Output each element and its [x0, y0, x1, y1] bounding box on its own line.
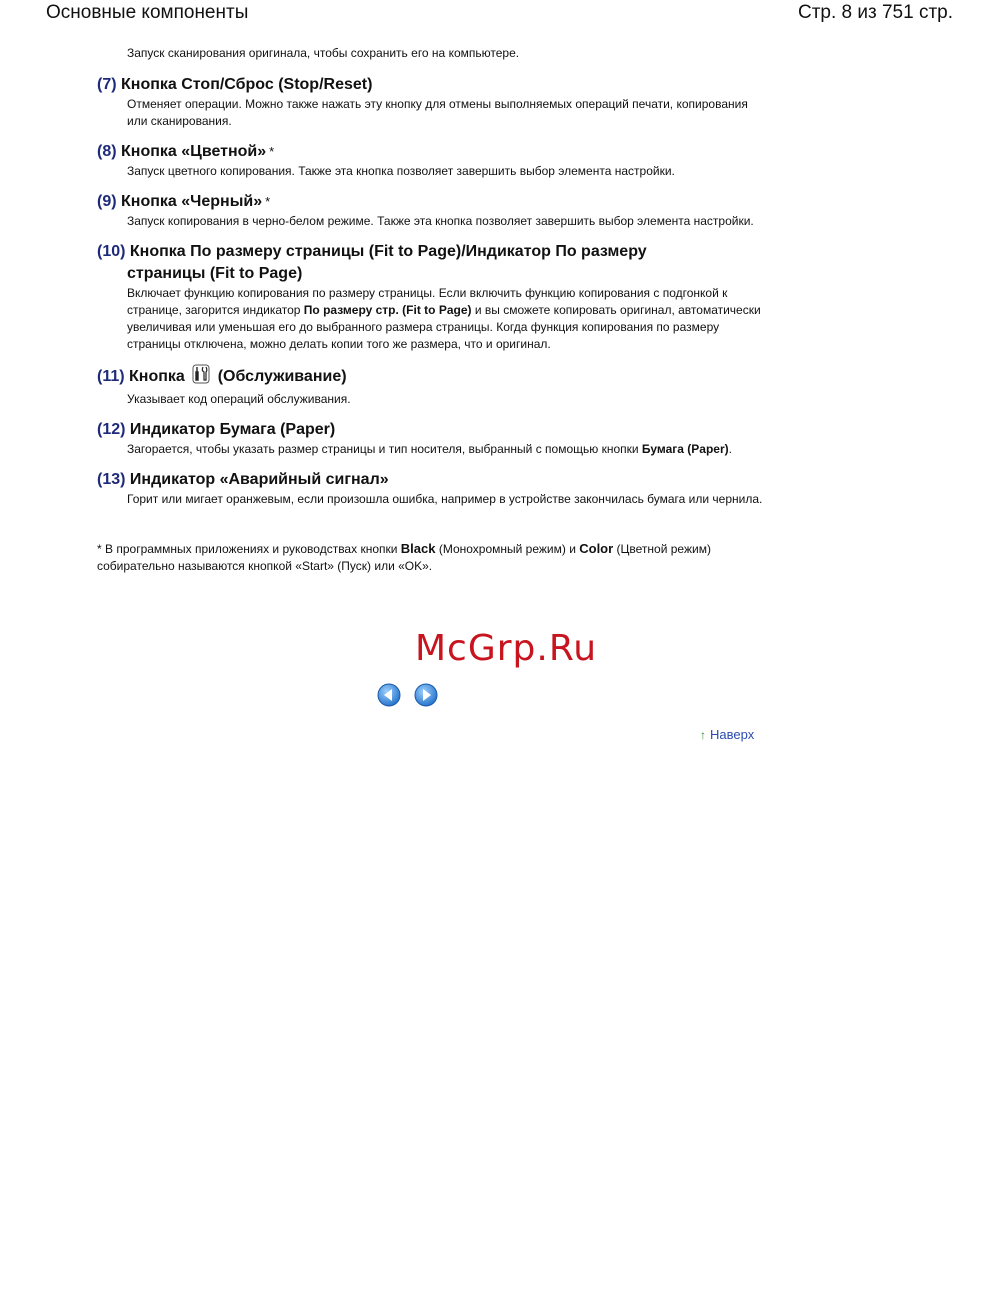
section-title: Индикатор Бумага (Paper)	[129, 421, 336, 438]
section-10	[97, 241, 767, 353]
section-body: Отменяет операции. Можно также нажать эту кнопку для отмены выполняемых операций печати, копирования или сканирования.	[127, 97, 748, 128]
body-text: .	[728, 442, 732, 456]
page-counter: Стр. 8 из 751 стр.	[797, 2, 953, 23]
section-number: (9)	[97, 193, 117, 210]
section-title: Кнопка	[129, 368, 185, 385]
section-title: Кнопка Стоп/Сброс (Stop/Reset)	[121, 76, 373, 93]
section-heading	[97, 419, 767, 441]
black-button-name: Black	[400, 541, 436, 556]
section-number: (7)	[97, 76, 117, 93]
section-heading	[97, 191, 767, 213]
footnote-marker: *	[265, 194, 271, 209]
section-body: Запуск копирования в черно-белом режиме. Также эта кнопка позволяет завершить выбор элемента настройки.	[127, 214, 754, 228]
body-text: Включает функцию копирования по размеру страницы. Если включить функцию копирования с подгонкой к странице, загорится индикатор	[127, 286, 728, 317]
section-title: Индикатор «Аварийный сигнал»	[129, 471, 389, 488]
indicator-name: По размеру стр. (Fit to Page)	[303, 303, 472, 317]
section-11	[97, 364, 767, 408]
section-title-continued: страницы (Fit to Page)	[127, 265, 303, 282]
body-text: Загорается, чтобы указать размер страницы и тип носителя, выбранный с помощью кнопки	[127, 442, 642, 456]
footnote	[97, 540, 767, 575]
section-8	[97, 141, 767, 180]
section-body: Указывает код операций обслуживания.	[127, 392, 351, 406]
section-body: Горит или мигает оранжевым, если произошла ошибка, например в устройстве закончилась бумага или чернила.	[127, 492, 763, 506]
section-heading	[97, 74, 767, 96]
watermark: McGrp.Ru	[414, 628, 598, 669]
arrow-up-icon: ↑	[700, 728, 706, 742]
section-12	[97, 419, 767, 458]
header-title: Основные компоненты	[46, 2, 249, 23]
footnote-text: * В программных приложениях и руководствах кнопки	[97, 542, 401, 556]
previous-page-button[interactable]	[377, 683, 401, 707]
next-page-button[interactable]	[414, 683, 438, 707]
section-title: (Обслуживание)	[217, 368, 347, 385]
color-button-name: Color	[579, 541, 614, 556]
section-number: (11)	[97, 368, 125, 385]
section-number: (10)	[97, 243, 126, 260]
footnote-text: (Монохромный режим) и	[435, 542, 580, 556]
section-number: (12)	[97, 421, 126, 438]
page-navigation	[377, 683, 447, 712]
maintenance-icon	[192, 364, 210, 391]
section-title: Кнопка «Черный»	[121, 193, 263, 210]
back-to-top-link[interactable]	[700, 727, 754, 742]
main-content	[97, 45, 767, 575]
section-9	[97, 191, 767, 230]
body-text: и вы сможете копировать оригинал, автоматически увеличивая или уменьшая его до выбранного размера страницы. Когда функция копирования по размеру страницы отключена, можно делать копии того же размера, что и оригинал.	[127, 303, 761, 351]
back-to-top-label: Наверх	[710, 727, 755, 742]
section-number: (13)	[97, 471, 126, 488]
section-heading	[97, 141, 767, 163]
section-13	[97, 469, 767, 508]
section-body	[127, 285, 767, 353]
section-heading	[97, 241, 767, 285]
button-name: Бумага (Paper)	[641, 442, 729, 456]
section-body	[127, 441, 767, 458]
section-title: Кнопка По размеру страницы (Fit to Page)/Индикатор По размеру	[129, 243, 647, 260]
intro-text: Запуск сканирования оригинала, чтобы сохранить его на компьютере.	[127, 46, 520, 60]
section-heading	[97, 469, 767, 491]
footnote-marker: *	[269, 144, 275, 159]
section-body: Запуск цветного копирования. Также эта кнопка позволяет завершить выбор элемента настройки.	[127, 164, 675, 178]
section-heading	[97, 364, 767, 391]
arrow-right-icon	[414, 683, 438, 707]
section-number: (8)	[97, 143, 117, 160]
section-title: Кнопка «Цветной»	[121, 143, 267, 160]
arrow-left-icon	[377, 683, 401, 707]
section-7	[97, 74, 767, 130]
footnote-text: (Цветной режим) собирательно называются кнопкой «Start» (Пуск) или «OK».	[97, 542, 711, 573]
